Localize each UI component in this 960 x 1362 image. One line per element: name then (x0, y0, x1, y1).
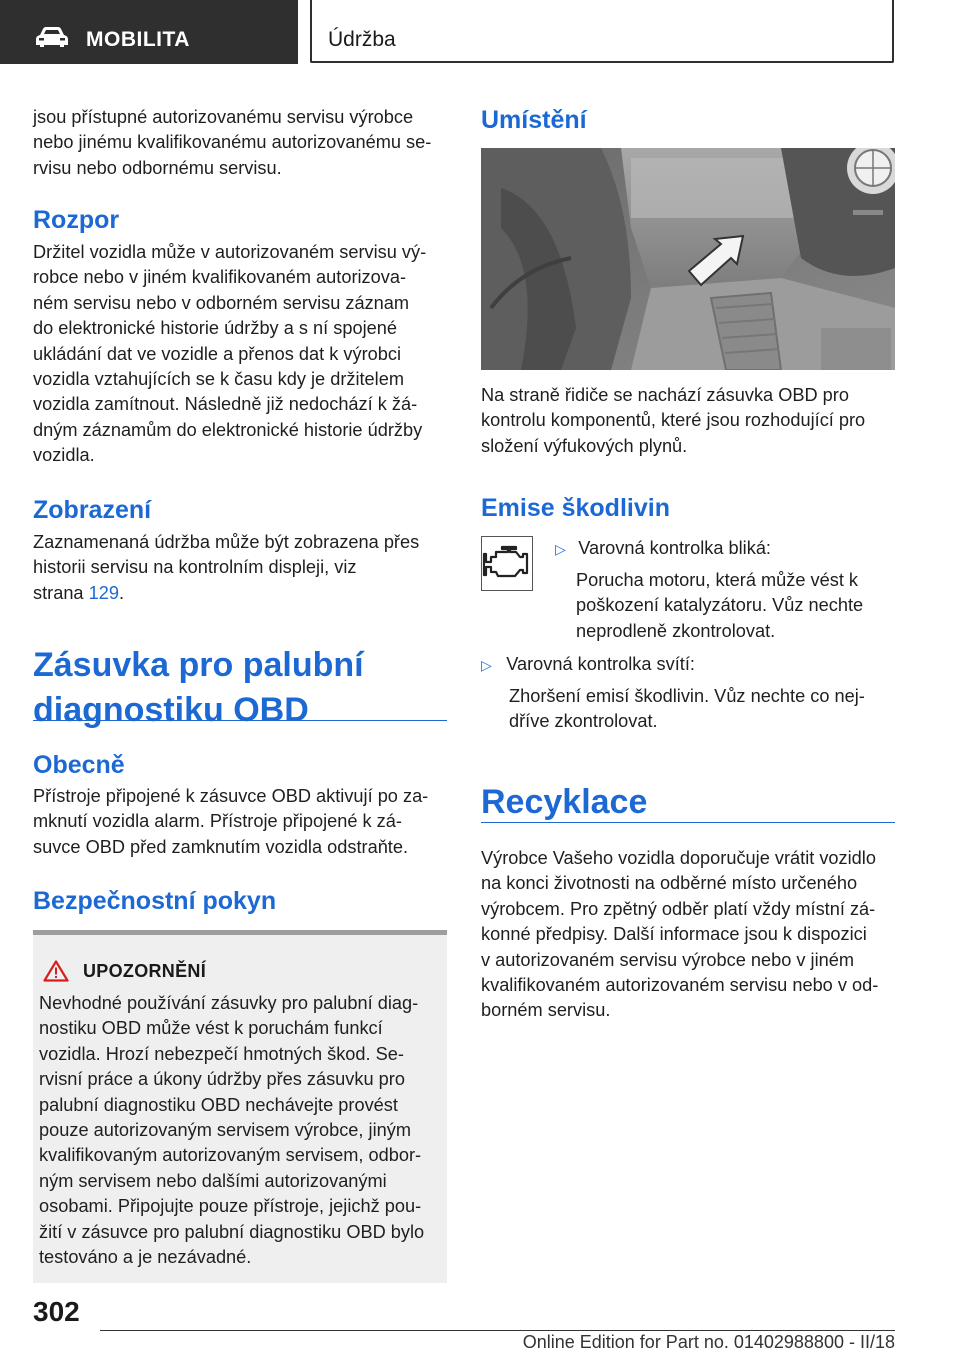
warning-box (33, 930, 447, 1283)
intro-paragraph: jsou přístupné autorizovanému servisu výrobce nebo jinému kvalifikovanému autorizovanému se- rvisu nebo odbornému servisu. (33, 107, 432, 178)
obd-heading-line-1: Zásuvka pro palubní (33, 646, 364, 684)
bezpec-heading: Bezpečnostní pokyn (33, 887, 277, 915)
list-item (555, 536, 895, 561)
footer-rule (100, 1330, 895, 1331)
heading-rule (481, 822, 895, 823)
page-link-129[interactable]: 129 (88, 582, 119, 603)
list-item (481, 652, 895, 677)
zobrazeni-text-end: . (118, 582, 125, 603)
edition-text: Online Edition for Part no. 01402988800 - II/18 (522, 1332, 895, 1352)
warning-triangle-icon (43, 960, 69, 982)
chapter-title: Údržba (328, 28, 396, 51)
page-header (0, 0, 960, 66)
engine-check-icon (482, 537, 531, 589)
page-number: 302 (33, 1296, 80, 1327)
car-icon (34, 26, 70, 48)
chapter-header (310, 0, 894, 63)
obd-photo-illustration (481, 148, 895, 370)
recyklace-paragraph: Výrobce Vašeho vozidla doporučuje vrátit vozidlo na konci životnosti na odběrné místo určeného výrobcem. Pro zpětný odběr platí vždy místní zá- konné předpisy. Další informace jsou k dispozici v autorizovaném servisu výrobce nebo v jiném kvalifikovaném autorizovaném servisu nebo v od- borném servisu. (481, 848, 879, 1021)
list-item-label: Varovná kontrolka svítí: (506, 654, 695, 674)
recyklace-heading: Recyklace (481, 783, 648, 821)
rozpor-heading: Rozpor (33, 206, 120, 234)
bullet-arrow-icon: ▷ (555, 541, 566, 557)
obd-heading-line-2: diagnostiku OBD (33, 691, 309, 729)
zobrazeni-heading: Zobrazení (33, 496, 152, 524)
warning-header (43, 957, 206, 985)
emise-heading: Emise škodlivin (481, 494, 670, 522)
rozpor-paragraph: Držitel vozidla může v autorizovaném servisu vý- robce nebo v jiném kvalifikovaném autorizova- ném servisu nebo v odborném servisu záznam do elektronické historie údržby a s ní spojené ukládání dat ve vozidle a přenos dat k výrobci vozidla vztahujících se k času kdy je držitelem vozidla zamítnout. Následně již nedochází k žá- dným záznamům do elektronické historie údržby vozidla. (33, 242, 427, 466)
list-item-label: Varovná kontrolka bliká: (578, 538, 771, 558)
engine-check-icon-box (481, 536, 533, 591)
list-item-detail: Zhoršení emisí škodlivin. Vůz nechte co nej- dříve zkontrolovat. (509, 686, 865, 732)
obd-location-photo (481, 148, 895, 370)
warning-title: UPOZORNĚNÍ (83, 960, 207, 981)
zobrazeni-paragraph (33, 530, 447, 606)
heading-rule (33, 720, 447, 721)
section-label: MOBILITA (86, 28, 190, 51)
obecne-paragraph: Přístroje připojené k zásuvce OBD aktivují po za- mknutí vozidla alarm. Přístroje připojené k zá- suvce OBD před zamknutím vozidla odstraňte. (33, 786, 429, 857)
umisteni-heading: Umístění (481, 106, 587, 134)
photo-caption: Na straně řidiče se nachází zásuvka OBD pro kontrolu komponentů, které jsou rozhodující pro složení výfukových plynů. (481, 385, 866, 456)
list-item-detail: Porucha motoru, která může vést k poškození katalyzátoru. Vůz nechte neprodleně zkontrolovat. (576, 570, 864, 641)
obecne-heading: Obecně (33, 751, 125, 779)
warning-text: Nevhodné používání zásuvky pro palubní diag- nostiku OBD může vést k poruchám funkcí vozidla. Hrozí nebezpečí hmotných škod. Se- rvisní práce a úkony údržby přes zásuvku pro palubní diagnostiku OBD nechávejte provést pouze autorizovaným servisem výrobce, jiným kvalifikovaným autorizovaným servisem, odbor- ným servisem nebo dalšími autorizovanými osobami. Připojujte pouze přístroje, jejichž pou- žití v zásuvce pro palubní diagnostiku OBD bylo testováno a je nezávadné. (39, 993, 425, 1268)
bullet-arrow-icon: ▷ (481, 657, 492, 673)
section-tab (0, 0, 298, 64)
zobrazeni-text: Zaznamenaná údržba může být zobrazena přes historii servisu na kontrolním displeji, viz strana (33, 532, 420, 603)
